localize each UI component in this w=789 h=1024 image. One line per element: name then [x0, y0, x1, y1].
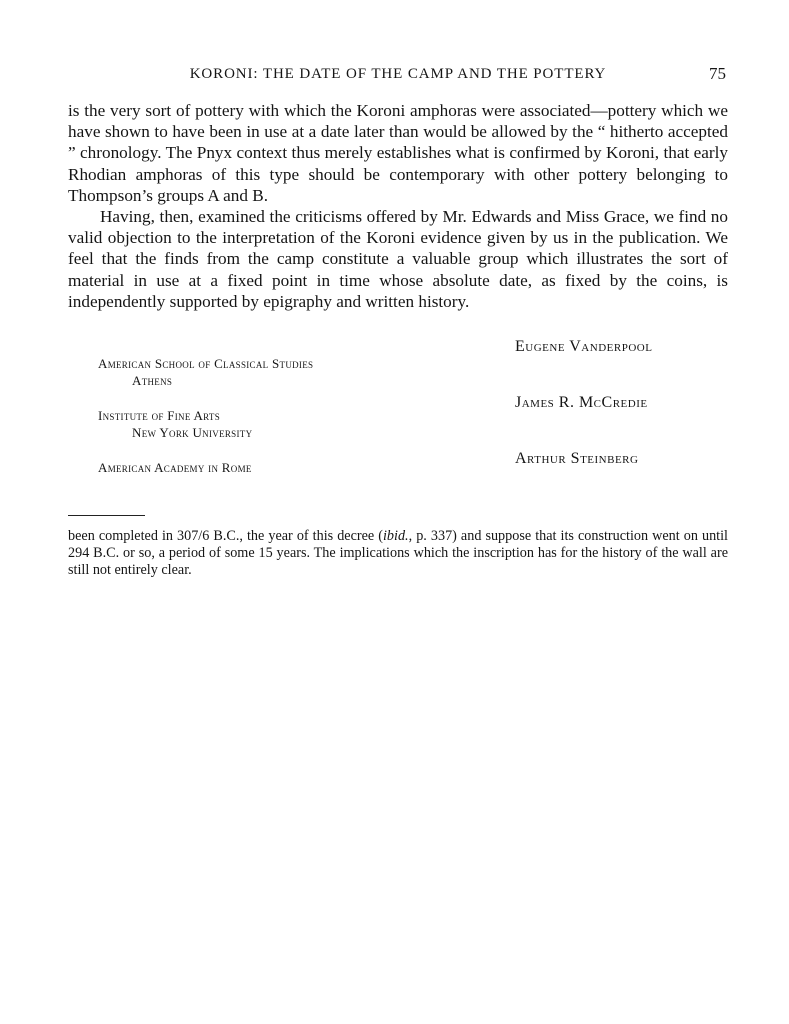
- footnote-text: been completed in 307/6 B.C., the year of this decree (: [68, 528, 383, 544]
- footnote: [68, 528, 728, 579]
- affiliation: [98, 408, 428, 441]
- footnote-citation: ibid.: [382, 528, 409, 544]
- author-name: Eugene Vanderpool: [515, 338, 653, 355]
- footnote-divider: [68, 515, 145, 516]
- page-number: 75: [709, 64, 726, 83]
- body-paragraph: is the very sort of pottery with which the Koroni amphoras were associated—pottery which we have shown to have been in use at a date later than would be allowed by the “ hitherto accepted ” chronology. The Pnyx context thus merely establishes what is confirmed by Koroni, that early Rhodian amphoras of this type should be contemporary with other pottery belonging to Thompson’s groups A and B.: [68, 101, 728, 205]
- affiliation: [98, 460, 428, 477]
- running-title: KORONI: THE DATE OF THE CAMP AND THE POTTERY: [189, 66, 607, 82]
- author-name: Arthur Steinberg: [515, 450, 639, 467]
- affiliation: [98, 356, 428, 389]
- author-name: James R. McCredie: [515, 394, 648, 411]
- affiliation-institution: Institute of Fine Arts: [98, 408, 221, 423]
- footnote-text: , p. 337) and suppose that its construction went on until 294 B.C. or so, a period of some 15 years. The implications which the inscription has for the history of the wall are still not entirely clear.: [68, 528, 728, 578]
- running-header: [68, 64, 728, 86]
- body-paragraph: Having, then, examined the criticisms offered by Mr. Edwards and Miss Grace, we find no valid objection to the interpretation of the Koroni evidence given by us in the publication. We feel that the finds from the camp constitute a valuable group which illustrates the sort of material in use at a fixed point in time whose absolute date, as fixed by the coins, is independently supported by epigraphy and written history.: [68, 207, 728, 311]
- affiliation-location: Athens: [132, 372, 173, 388]
- affiliations-list: [98, 356, 428, 496]
- affiliation-institution: American Academy in Rome: [98, 460, 252, 475]
- affiliation-institution: American School of Classical Studies: [98, 356, 314, 371]
- body-text: [68, 100, 728, 312]
- affiliation-location: New York University: [132, 424, 253, 440]
- authors-list: [515, 338, 730, 506]
